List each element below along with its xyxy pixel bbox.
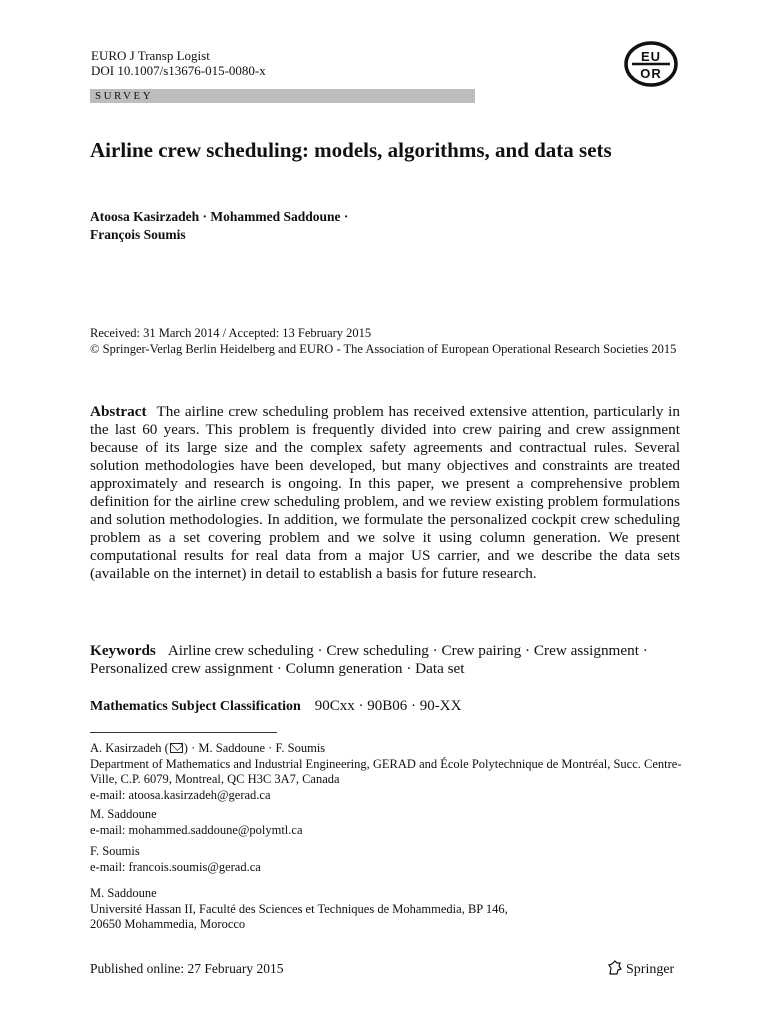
msc-classification [90,697,680,716]
author-name-3: F. Soumis [90,844,140,858]
abstract-label: Abstract [90,403,147,420]
keywords-label: Keywords [90,642,156,659]
dates-block [90,326,690,357]
copyright: © Springer-Verlag Berlin Heidelberg and EURO - The Association of European Operational Research Societies 2015 [90,341,677,356]
msc-label: Mathematics Subject Classification [90,699,301,714]
publisher-logo [607,960,674,978]
section-label: SURVEY [95,90,154,102]
author-name-2: M. Saddoune [90,807,157,821]
springer-horse-icon [607,960,623,976]
msc-text: 90Cxx · 90B06 · 90-XX [314,698,462,714]
abstract [90,403,680,583]
department: Department of Mathematics and Industrial Engineering, GERAD and École Polytechnique de Montréal, Succ. Centre-Ville, C.P. 6079, Montreal, QC H3C 3A7, Canada [90,756,682,786]
envelope-icon[interactable] [170,743,183,753]
paper-title: Airline crew scheduling: models, algorithms, and data sets [90,138,612,162]
authors [90,208,490,244]
affiliation-3 [90,844,690,875]
svg-text:OR: OR [640,66,662,81]
institution-line-1: Université Hassan II, Faculté des Sciences et Techniques de Mohammedia, BP 146, [90,901,508,916]
journal-header [91,48,266,78]
keywords-text: Airline crew scheduling · Crew scheduling · Crew pairing · Crew assignment · Personalized crew assignment · Column generation · Data set [90,642,648,677]
author-names: A. Kasirzadeh ( ) · M. Saddoune · F. Soumis [90,741,326,755]
email-2[interactable]: e-mail: mohammed.saddoune@polymtl.ca [90,822,303,837]
keywords [90,642,680,678]
authors-line-2: François Soumis [90,227,186,242]
affiliation-2 [90,807,690,838]
affiliation-1 [90,741,690,803]
published-online: Published online: 27 February 2015 [90,961,284,976]
svg-text:EU: EU [640,49,662,64]
affiliation-4 [90,886,690,933]
doi: DOI 10.1007/s13676-015-0080-x [91,63,266,78]
authors-line-1: Atoosa Kasirzadeh · Mohammed Saddoune · [90,209,349,224]
euro-logo [624,41,678,87]
email-1[interactable]: e-mail: atoosa.kasirzadeh@gerad.ca [90,787,271,802]
section-bar [90,89,475,103]
publisher-name: Springer [626,962,675,977]
author-name-4: M. Saddoune [90,886,157,900]
institution-line-2: 20650 Mohammedia, Morocco [90,917,246,931]
journal-name: EURO J Transp Logist [91,48,210,63]
abstract-text: The airline crew scheduling problem has received extensive attention, particularly in the last 60 years. This problem is frequently divided into crew pairing and crew assignment because of its large size and the complex safety agreements and contractual rules. Several solution methodologies have been developed, but many objectives and constraints are treated approximately and research is ongoing. In this paper, we present a comprehensive problem definition for the airline crew scheduling problem, and we review existing problem formulations and solution methodologies. In addition, we formulate the personalized cockpit crew scheduling problem as a set covering problem and we solve it using column generation. We present computational results for real data from a major US carrier, and we describe the data sets (available on the internet) in detail to establish a basis for future research. [90,403,680,582]
received-accepted: Received: 31 March 2014 / Accepted: 13 February 2015 [90,326,372,340]
footnote-rule [90,732,277,733]
email-3[interactable]: e-mail: francois.soumis@gerad.ca [90,859,261,874]
